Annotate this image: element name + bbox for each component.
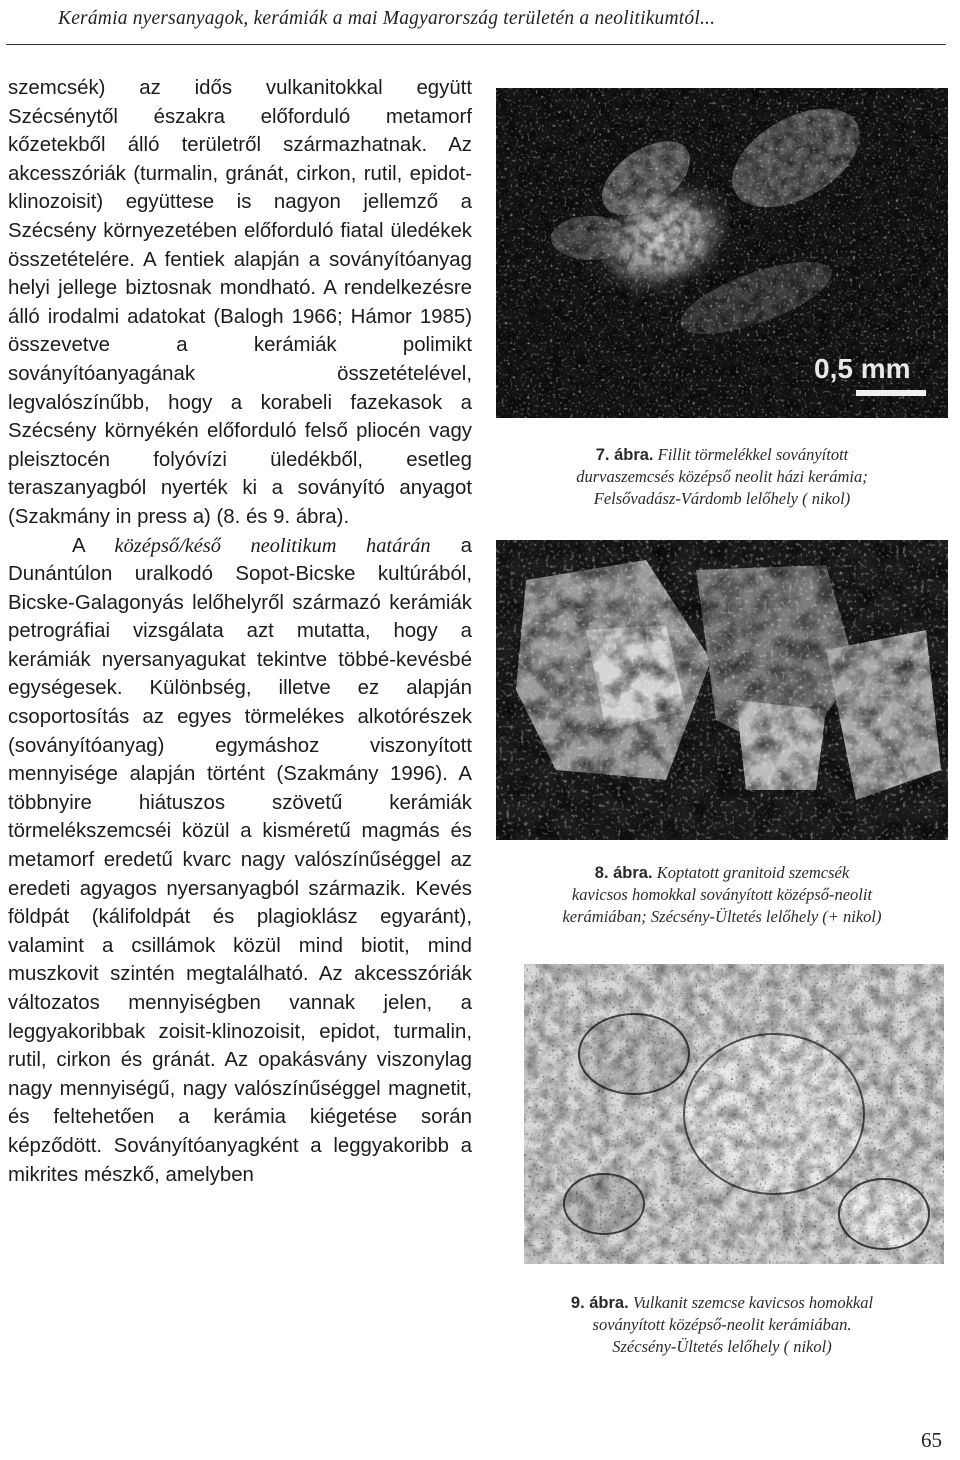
- figure-9-caption: [496, 1292, 948, 1358]
- figure-8-photo: [496, 540, 948, 840]
- body-column: [8, 74, 472, 1189]
- figure-7-caption-line-3: Felsővadász-Várdomb lelőhely ( nikol): [593, 489, 851, 508]
- micrograph-fillite-image: [496, 88, 948, 418]
- page-number: 65: [921, 1428, 942, 1452]
- figure-7-caption-line-1: Fillit törmelékkel soványított: [657, 445, 849, 464]
- figure-8-caption-line-2: kavicsos homokkal soványított középső-neolit: [571, 885, 873, 904]
- figure-7-caption: [496, 444, 948, 510]
- figure-8-caption: [496, 862, 948, 928]
- paragraph-2-italic: középső/késő neolitikum határán: [114, 534, 431, 557]
- paragraph-2: [8, 532, 472, 1190]
- header-rule: [6, 44, 946, 45]
- figure-8-number: 8. ábra.: [594, 864, 653, 882]
- paragraph-2-start: A: [72, 534, 85, 557]
- paragraph-1: szemcsék) az idős vulkanitokkal együtt Szécsénytől északra előforduló metamorf kőzetekből álló területről származhatnak. Az akcesszóriák (turmalin, gránát, cirkon, rutil, epidot-klinozoisit) együttese is nagyon jellemző a Szécsény környezetében előforduló fiatal üledékek összetételére. A fentiek alapján a soványítóanyag helyi jellege biztosnak mondható. A rendelkezésre álló irodalmi adatokat (Balogh 1966; Hámor 1985) összevetve a kerámiák polimikt soványítóanyagának összetételével, legvalószínűbb, hogy a korabeli fazekasok a Szécsény környékén előforduló felső pliocén vagy pleisztocén folyóvízi üledékből, esetleg teraszanyagból nyerték ki a soványító anyagot (Szakmány in press a) (8. és 9. ábra).: [8, 77, 472, 528]
- figure-9-caption-line-1: Vulkanit szemcse kavicsos homokkal: [632, 1293, 874, 1312]
- figure-9-caption-line-3: Szécsény-Ültetés lelőhely ( nikol): [612, 1337, 832, 1356]
- figure-9-photo: [524, 964, 944, 1264]
- scale-bar: [856, 390, 926, 396]
- figure-7-number: 7. ábra.: [595, 446, 654, 464]
- scale-bar-label: 0,5 mm: [814, 353, 911, 384]
- micrograph-volcanic-image: [524, 964, 944, 1264]
- running-head: Kerámia nyersanyagok, kerámiák a mai Magyarország területén a neolitikumtól...: [58, 8, 716, 29]
- figure-9-caption-line-2: soványított középső-neolit kerámiában.: [592, 1315, 852, 1334]
- figure-7-caption-line-2: durvaszemcsés középső neolit házi kerámia;: [576, 467, 868, 486]
- micrograph-granitoid-image: [496, 540, 948, 840]
- paragraph-2-rest: a Dunántúlon uralkodó Sopot-Bicske kultúrából, Bicske-Galagonyás lelőhelyről származó kerámiák petrográfiai vizsgálata azt mutatta, hogy a kerámiák nyersanyagukat tekintve többé-kevésbé egységesek. Különbség, illetve ez alapján csoportosítás az egyes törmelékes alkotórészek (soványítóanyag) egymáshoz viszonyított mennyisége alapján történt (Szakmány 1996). A többnyire hiátuszos szövetű kerámiák törmelékszemcséi közül a kisméretű magmás és metamorf eredetű kvarc nagy valószínűséggel az eredeti agyagos nyersanyagból származik. Kevés földpát (kálifoldpát és plagioklász egyaránt), valamint a csillámok közül mind biotit, mind muszkovit szintén megtalálható. Az akcesszóriák változatos mennyiségben vannak jelen, a leggyakoribbak zoisit-klinozoisit, epidot, turmalin, rutil, cirkon és gránát. Az opakásvány viszonylag nagy mennyiségű, nagy valószínűséggel magnetit, és feltehetően a kerámia kiégetése során képződött. Soványítóanyagként a leggyakoribb a mikrites mészkő, amelyben: [8, 534, 472, 1186]
- figure-8-caption-line-1: Koptatott granitoid szemcsék: [656, 863, 850, 882]
- figure-9-number: 9. ábra.: [570, 1294, 629, 1312]
- figure-7-photo: [496, 88, 948, 418]
- figure-8-caption-line-3: kerámiában; Szécsény-Ültetés lelőhely (+ nikol): [562, 907, 882, 926]
